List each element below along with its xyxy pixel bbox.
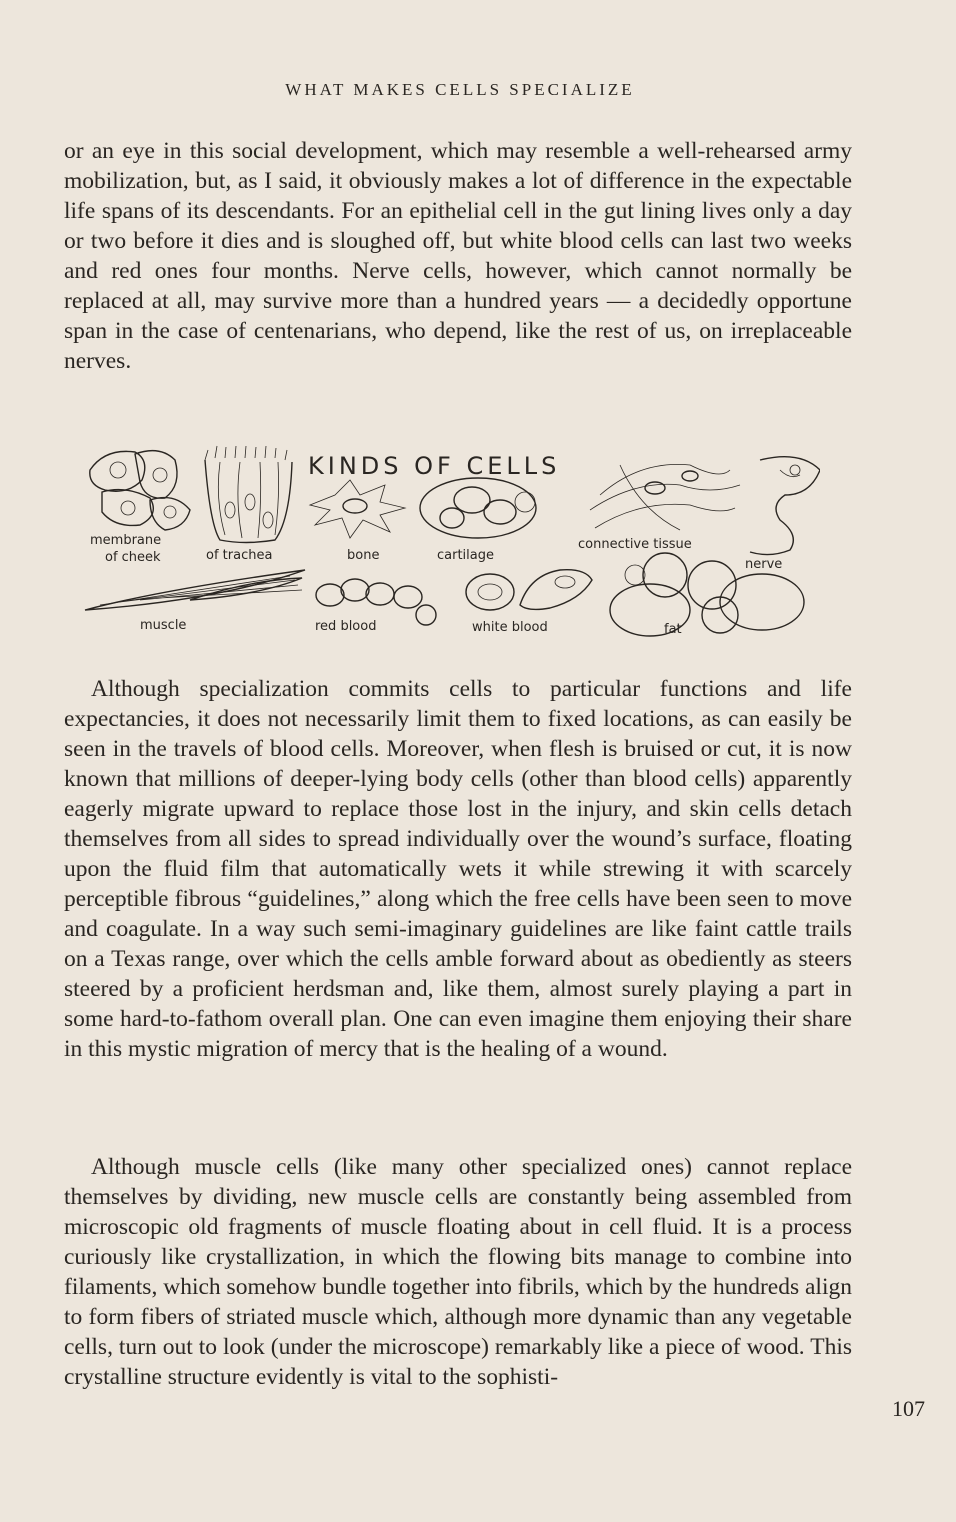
label-cartilage: cartilage — [437, 548, 494, 563]
label-nerve: nerve — [745, 557, 783, 572]
paragraph-3: Although muscle cells (like many other specialized ones) cannot replace themselves by dividing, new muscle cells are constantly being assembled from microscopic old fragments of muscle floating about in cell fluid. It is a process curiously like crystallization, in which the flowing bits manage to combine into filaments, which somehow bundle together into fibrils, which by the hundreds align to form fibers of striated muscle which, although more dynamic than any vegetable cells, turn out to look (under the microscope) remarkably like a piece of wood. This crystalline structure evidently is vital to the sophisti- — [64, 1154, 852, 1390]
cheek-cells-drawing — [90, 451, 190, 530]
label-membrane: membrane — [90, 533, 162, 548]
nerve-cell-drawing — [750, 457, 820, 555]
label-red-blood: red blood — [315, 619, 377, 634]
label-white-blood: white blood — [472, 620, 548, 635]
figure-title: KINDS OF CELLS — [308, 452, 561, 480]
white-blood-drawing — [466, 570, 592, 610]
label-connective-tissue: connective tissue — [578, 537, 692, 552]
label-muscle: muscle — [140, 618, 187, 633]
label-fat: fat — [664, 622, 682, 637]
page-number: 107 — [892, 1396, 925, 1421]
trachea-cells-drawing — [205, 446, 292, 543]
label-of-cheek: of cheek — [105, 550, 161, 565]
connective-tissue-drawing — [590, 464, 740, 530]
running-header: WHAT MAKES CELLS SPECIALIZE — [285, 80, 635, 99]
bone-cell-drawing — [310, 480, 405, 538]
label-bone: bone — [347, 548, 380, 563]
label-of-trachea: of trachea — [206, 548, 273, 563]
cartilage-drawing — [420, 478, 536, 538]
kinds-of-cells-figure — [80, 440, 820, 640]
paragraph-1: or an eye in this social development, which may resemble a well-rehearsed army mobilization, but, as I said, it obviously makes a lot of difference in the expectable life spans of its descendants. For an epithelial cell in the gut lining lives only a day or two before it dies and is sloughed off, but white blood cells can last two weeks and red ones four months. Nerve cells, however, which cannot normally be replaced at all, may survive more than a hundred years — a decidedly opportune span in the case of centenarians, who depend, like the rest of us, on irreplaceable nerves. — [64, 138, 852, 374]
muscle-drawing — [85, 570, 305, 610]
paragraph-2: Although specialization commits cells to particular functions and life expectancies, it does not necessarily limit them to fixed locations, as can easily be seen in the travels of blood cells. Moreover, when flesh is bruised or cut, it is now known that millions of deeper-lying body cells (other than blood cells) apparently eagerly migrate upward to replace those lost in the injury, and skin cells detach themselves from all sides to spread individually over the wound’s surface, floating upon the fluid film that automatically wets it while strewing it with scarcely perceptible fibrous “guidelines,” along which the free cells have been seen to move and coagulate. In a way such semi-imaginary guidelines are like faint cattle trails on a Texas range, over which the cells amble forward about as obediently as steers steered by a proficient herdsman and, like them, almost surely playing a part in some hard-to-fathom overall plan. One can even imagine them enjoying their share in this mystic migration of mercy that is the healing of a wound. — [64, 676, 852, 1062]
